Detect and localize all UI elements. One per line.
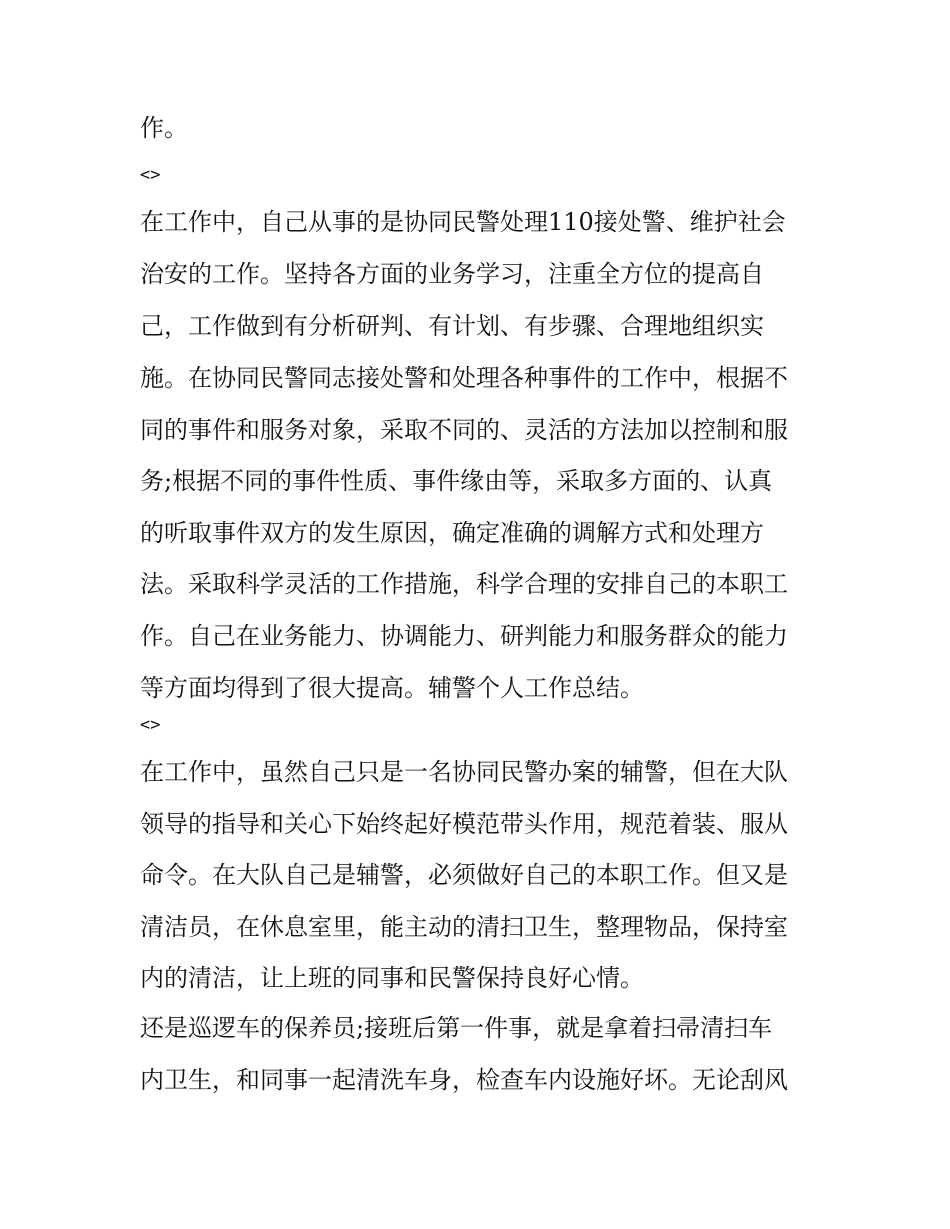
text-line: 内的清洁，让上班的同事和民警保持良好心情。 [140, 964, 644, 992]
text-line: 内卫生，和同事一起清洗车身，检查车内设施好坏。无论刮风 [140, 1066, 788, 1094]
text-line: 在工作中，虽然自己只是一名协同民警办案的辅警，但在大队 [140, 758, 788, 786]
text-line: 的听取事件双方的发生原因，确定准确的调解方式和处理方 [140, 519, 764, 547]
section-marker: <> [140, 165, 161, 185]
text-line: 领导的指导和关心下始终起好模范带头作用，规范着装、服从 [140, 810, 788, 838]
text-line: 还是巡逻车的保养员;接班后第一件事，就是拿着扫帚清扫车 [140, 1014, 773, 1042]
text-line: 己，工作做到有分析研判、有计划、有步骤、合理地组织实 [140, 312, 764, 340]
text-line: 治安的工作。坚持各方面的业务学习，注重全方位的提高自 [140, 260, 764, 288]
text-line: 作。自己在业务能力、协调能力、研判能力和服务群众的能力 [140, 622, 788, 650]
text-line: 清洁员，在休息室里，能主动的清扫卫生，整理物品，保持室 [140, 913, 788, 941]
text-line: 等方面均得到了很大提高。辅警个人工作总结。 [140, 674, 644, 702]
text-line: 命令。在大队自己是辅警，必须做好自己的本职工作。但又是 [140, 861, 788, 889]
text-line: 务;根据不同的事件性质、事件缘由等，采取多方面的、认真 [140, 467, 773, 495]
text-line: 在工作中，自己从事的是协同民警处理110接处警、维护社会 [140, 208, 786, 236]
section-marker: <> [140, 715, 161, 735]
text-line: 作。 [140, 114, 188, 142]
text-line: 同的事件和服务对象，采取不同的、灵活的方法加以控制和服 [140, 416, 788, 444]
text-line: 施。在协同民警同志接处警和处理各种事件的工作中，根据不 [140, 364, 788, 392]
text-line: 法。采取科学灵活的工作措施，科学合理的安排自己的本职工 [140, 570, 788, 598]
